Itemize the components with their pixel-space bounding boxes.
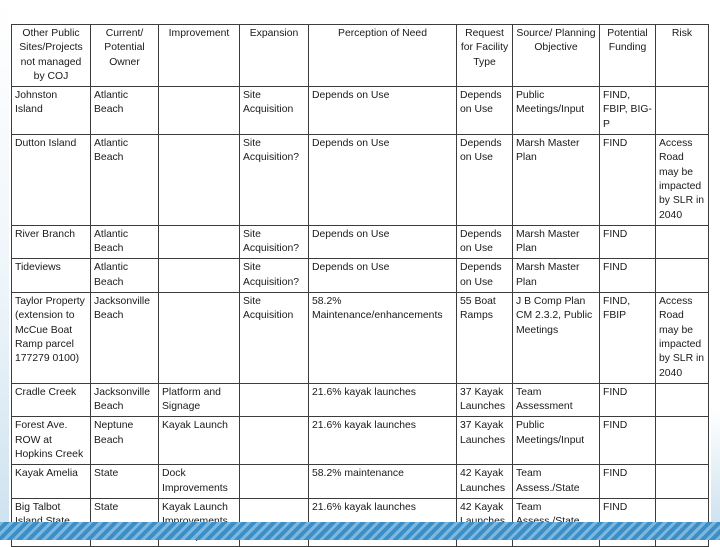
table-row [12, 465, 709, 499]
table-cell: FIND [600, 465, 656, 499]
table-cell [159, 135, 240, 226]
table-cell: Depends on Use [309, 87, 457, 135]
table-cell: Depends on Use [309, 135, 457, 226]
table-cell: 42 Kayak [457, 498, 513, 546]
table-cell: River Branch [12, 225, 91, 259]
table-cell: Access Road may be impacted by SLR in 2040 [656, 293, 709, 384]
table-cell: Depends on Use [457, 87, 513, 135]
right-accent-bar [711, 410, 720, 522]
table-cell: FIND, FBIP [600, 293, 656, 384]
table-cell: Taylor Property (extension to McCue Boat Ramp parcel 177279 0100) [12, 293, 91, 384]
table-cell: Dutton Island [12, 135, 91, 226]
table-cell [240, 465, 309, 499]
table-cell: Jacksonville Beach [91, 383, 159, 417]
table-cell: Johnston Island [12, 87, 91, 135]
table-row [12, 417, 709, 465]
table-cell: Site Acquisition? [240, 225, 309, 259]
table-cell: Public Meetings/Input [513, 87, 600, 135]
table-cell: FIND [600, 225, 656, 259]
table-row [12, 87, 709, 135]
table-cell: Public Meetings/Input [513, 417, 600, 465]
table-cell: Depends on Use [457, 259, 513, 293]
table-cell: Team Assessment [513, 383, 600, 417]
table-cell: Marsh Master Plan [513, 225, 600, 259]
table-cell: Forest Ave. ROW at Hopkins Creek [12, 417, 91, 465]
table-row [12, 383, 709, 417]
header-cell: Request for Facility Type [457, 25, 513, 87]
table-cell: Depends on Use [309, 259, 457, 293]
table-cell [656, 225, 709, 259]
table-cell: Atlantic Beach [91, 225, 159, 259]
table-cell: Site Acquisition [240, 87, 309, 135]
header-cell: Risk [656, 25, 709, 87]
table-cell: Platform and Signage [159, 383, 240, 417]
table-cell: 55 Boat Ramps [457, 293, 513, 384]
table-cell: Team Assess./State [513, 465, 600, 499]
table-cell [240, 383, 309, 417]
sites-table [11, 24, 709, 547]
table-cell: Depends on Use [457, 225, 513, 259]
table-row [12, 293, 709, 384]
table-cell: Jacksonville Beach [91, 293, 159, 384]
table-cell: Big Talbot [12, 498, 91, 546]
table-cell: 42 Kayak Launches [457, 465, 513, 499]
table-cell: Marsh Master Plan [513, 135, 600, 226]
table-cell: Kayak Launch [159, 498, 240, 546]
table-row [12, 135, 709, 226]
table-cell: Atlantic Beach [91, 87, 159, 135]
table-cell [159, 225, 240, 259]
table-cell [656, 417, 709, 465]
table-cell: 21.6% kayak launches [309, 498, 457, 546]
table-cell: Atlantic Beach [91, 259, 159, 293]
table-cell [656, 465, 709, 499]
table-cell: Tideviews [12, 259, 91, 293]
table-cell: 58.2% Maintenance/enhancements [309, 293, 457, 384]
table-cell [159, 293, 240, 384]
table-cell: Depends on Use [309, 225, 457, 259]
table-cell: FIND [600, 135, 656, 226]
table-row [12, 225, 709, 259]
header-cell: Potential Funding [600, 25, 656, 87]
table-cell: Neptune Beach [91, 417, 159, 465]
table-cell: Depends on Use [457, 135, 513, 226]
table-cell: FIND [600, 259, 656, 293]
table-cell: FIND, FBIP, BIG-P [600, 87, 656, 135]
table-cell: 21.6% kayak launches [309, 417, 457, 465]
table-cell [159, 87, 240, 135]
table-cell: FIND [600, 383, 656, 417]
table-cell: Cradle Creek [12, 383, 91, 417]
table-cell: Dock Improvements [159, 465, 240, 499]
bottom-decorative-band [0, 522, 720, 540]
table-cell [159, 259, 240, 293]
table-cell: J B Comp Plan CM 2.3.2, Public Meetings [513, 293, 600, 384]
left-accent-bar [0, 0, 9, 522]
table-cell: Site Acquisition [240, 293, 309, 384]
table-cell: State [91, 465, 159, 499]
table-cell [656, 259, 709, 293]
table-cell: FIND [600, 498, 656, 546]
table-cell: Team [513, 498, 600, 546]
header-cell: Current/ Potential Owner [91, 25, 159, 87]
header-cell: Other Public Sites/Projects not managed by COJ [12, 25, 91, 87]
table-cell: Kayak Launch [159, 417, 240, 465]
table-cell: Kayak Amelia [12, 465, 91, 499]
table-cell: Atlantic Beach [91, 135, 159, 226]
header-row [12, 25, 709, 87]
table-cell [656, 87, 709, 135]
table-cell: Access Road may be impacted by SLR in 2040 [656, 135, 709, 226]
header-cell: Improvement [159, 25, 240, 87]
table-row [12, 259, 709, 293]
table-cell: 37 Kayak Launches [457, 383, 513, 417]
table-cell [240, 417, 309, 465]
table-cell [656, 383, 709, 417]
table-cell: 21.6% kayak launches [309, 383, 457, 417]
table-cell: 37 Kayak Launches [457, 417, 513, 465]
header-cell: Expansion [240, 25, 309, 87]
table-cell: FIND [600, 417, 656, 465]
table-cell: Marsh Master Plan [513, 259, 600, 293]
table-cell: 58.2% maintenance [309, 465, 457, 499]
header-cell: Source/ Planning Objective [513, 25, 600, 87]
table-cell: Site Acquisition? [240, 259, 309, 293]
table-cell: Site Acquisition? [240, 135, 309, 226]
header-cell: Perception of Need [309, 25, 457, 87]
table-cell: State [91, 498, 159, 546]
